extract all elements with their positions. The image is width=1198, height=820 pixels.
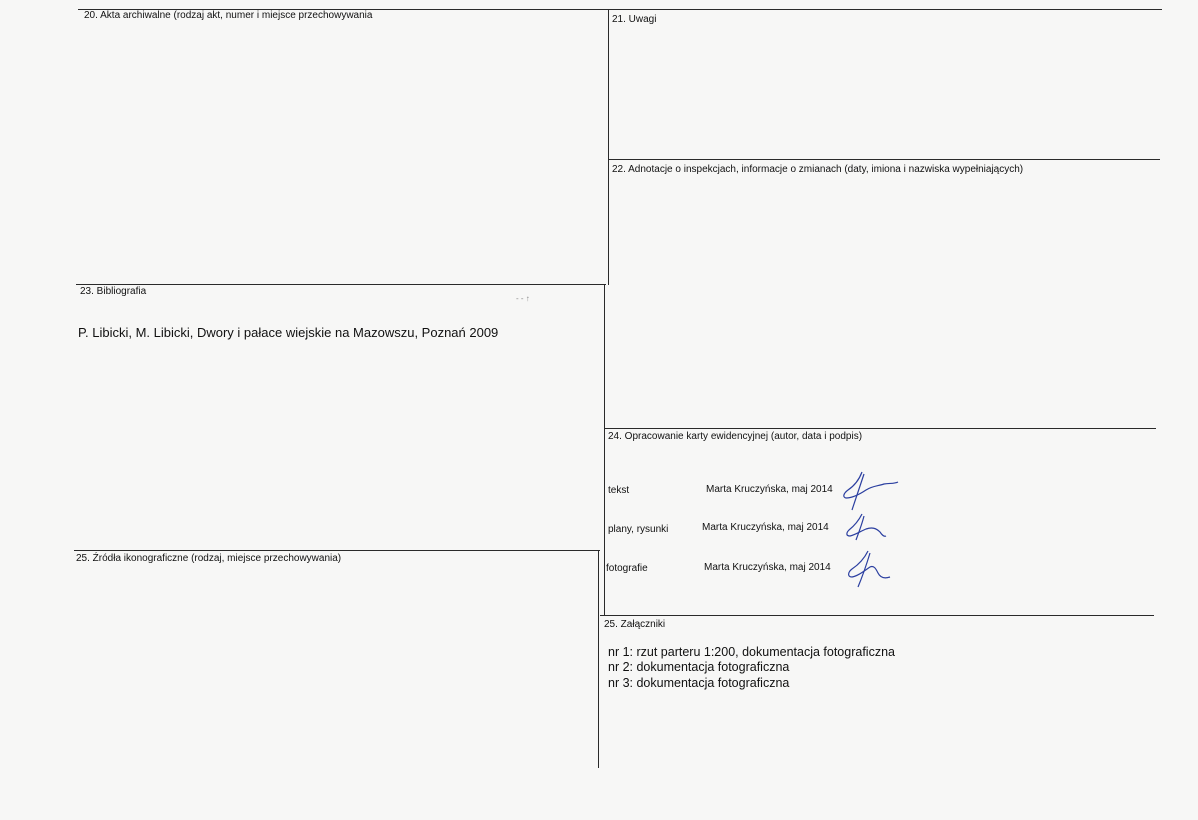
opracowanie-author-plany: Marta Kruczyńska, maj 2014	[702, 522, 829, 533]
section-akta-label: 20. Akta archiwalne (rodzaj akt, numer i miejsce przechowywania	[84, 10, 373, 21]
opracowanie-author-fotografie: Marta Kruczyńska, maj 2014	[704, 562, 831, 573]
section-adnotacje-label: 22. Adnotacje o inspekcjach, informacje o zmianach (daty, imiona i nazwiska wypełniających)	[612, 164, 1024, 175]
opracowanie-role-plany: plany, rysunki	[608, 524, 669, 535]
divider-lower	[598, 550, 599, 768]
signature-fotografie	[844, 549, 894, 591]
zalacznik-item-3: nr 3: dokumentacja fotograficzna	[608, 676, 790, 690]
section-uwagi-label: 21. Uwagi	[612, 14, 657, 25]
section-bibliografia-label: 23. Bibliografia	[80, 286, 147, 297]
section-zrodla-label: 25. Źródła ikonograficzne (rodzaj, miejsce przechowywania)	[76, 553, 342, 564]
signature-tekst	[838, 470, 900, 512]
rule-23-top	[76, 284, 606, 285]
opracowanie-role-fotografie: fotografie	[606, 563, 648, 574]
zalacznik-item-1: nr 1: rzut parteru 1:200, dokumentacja fotograficzna	[608, 645, 895, 659]
rule-25-right-top	[600, 615, 1154, 616]
section-opracowanie-label: 24. Opracowanie karty ewidencyjnej (autor, data i podpis)	[608, 431, 863, 442]
opracowanie-author-tekst: Marta Kruczyńska, maj 2014	[706, 484, 833, 495]
scan-speck: ‐ ‐ ↑	[516, 294, 530, 303]
divider-middle	[604, 284, 605, 616]
signature-plany	[844, 512, 888, 542]
rule-24-top	[604, 428, 1156, 429]
bibliografia-entry: P. Libicki, M. Libicki, Dwory i pałace wiejskie na Mazowszu, Poznań 2009	[78, 325, 499, 340]
section-zalaczniki-label: 25. Załączniki	[604, 619, 666, 630]
rule-22-top	[608, 159, 1160, 160]
divider-upper	[608, 9, 609, 285]
rule-25-left-top	[74, 550, 600, 551]
opracowanie-role-tekst: tekst	[608, 485, 630, 496]
zalacznik-item-2: nr 2: dokumentacja fotograficzna	[608, 660, 790, 674]
